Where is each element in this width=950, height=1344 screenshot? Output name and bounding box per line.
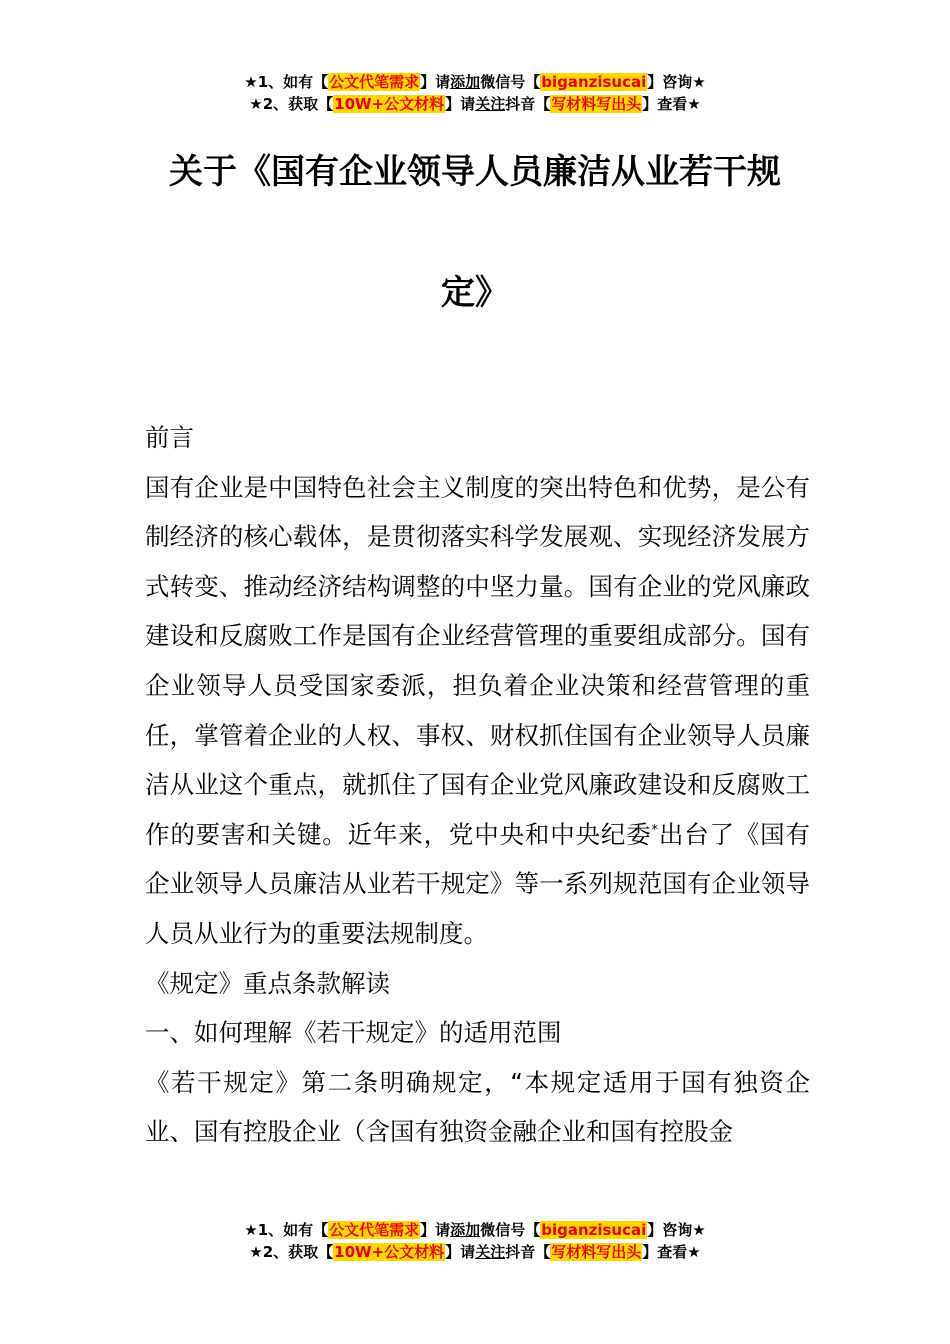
paragraph-text: 出台了《国有企业领导人员廉洁从业若干规定》等一系列规范国有企业领导人员从业行为的重要法规制度。 [145, 819, 811, 948]
subsection-heading: 一、如何理解《若干规定》的适用范围 [145, 1018, 562, 1048]
star-icon: ★ [249, 1243, 263, 1261]
banner-line-2 [0, 93, 950, 115]
banner-text: 】咨询 [647, 1221, 693, 1239]
star-icon: ★ [692, 1221, 706, 1239]
banner-text: 】查看 [642, 1243, 688, 1261]
document-title-line-1: 关于《国有企业领导人员廉洁从业若干规 [169, 152, 781, 192]
document-body [145, 413, 810, 1157]
banner-highlight: 写材料写出头 [551, 95, 642, 113]
banner-text: 1、如有【 [257, 1221, 329, 1239]
section-heading: 《规定》重点条款解读 [145, 968, 390, 998]
star-icon: ★ [692, 73, 706, 91]
banner-highlight: 10W+公文材料 [334, 95, 445, 113]
paragraph-text: 国有企业是中国特色社会主义制度的突出特色和优势，是公有制经济的核心载体，是贯彻落实科学发展观、实现经济发展方式转变、推动经济结构调整的中坚力量。国有企业的党风廉政建设和反腐败工作是国有企业经营管理的重要组成部分。国有企业领导人员受国家委派，担负着企业决策和经营管理的重任，掌管着企业的人权、事权、财权抓住国有企业领导人员廉洁从业这个重点，就抓住了国有企业党风廉政建设和反腐败工作的要害和关键。近年来，党中央和中央纪委 [145, 472, 810, 849]
banner-text: 2、获取【 [262, 95, 334, 113]
banner-underlined-text: 添加 [450, 1221, 481, 1239]
footnote-mark: * [651, 822, 659, 838]
banner-line-1 [0, 71, 950, 93]
preface-paragraph [145, 463, 810, 959]
banner-text: 微信号【 [480, 73, 541, 91]
preface-heading: 前言 [145, 423, 194, 452]
header-banner [0, 71, 950, 115]
banner-text: 】查看 [642, 95, 688, 113]
star-icon: ★ [687, 1243, 701, 1261]
banner-text: 】请 [445, 1243, 476, 1261]
body-paragraph: 《若干规定》第二条明确规定，“本规定适用于国有独资企业、国有控股企业（含国有独资金融企业和国有控股金 [145, 1067, 810, 1147]
banner-text: 】请 [445, 95, 476, 113]
document-title-line-2: 定》 [441, 273, 509, 313]
banner-highlight: 写材料写出头 [551, 1243, 642, 1261]
banner-text: 】请 [420, 73, 451, 91]
banner-highlight: 10W+公文材料 [334, 1243, 445, 1261]
banner-text: 1、如有【 [257, 73, 329, 91]
star-icon: ★ [244, 1221, 258, 1239]
banner-text: 】咨询 [647, 73, 693, 91]
banner-text: 】请 [420, 1221, 451, 1239]
footer-banner [0, 1219, 950, 1263]
banner-line-1 [0, 1219, 950, 1241]
star-icon: ★ [244, 73, 258, 91]
banner-text: 抖音【 [505, 1243, 551, 1261]
banner-text: 抖音【 [505, 95, 551, 113]
banner-highlight: 公文代笔需求 [329, 1221, 420, 1239]
banner-highlight: 公文代笔需求 [329, 73, 420, 91]
banner-line-2 [0, 1241, 950, 1263]
banner-underlined-text: 关注 [475, 95, 506, 113]
banner-underlined-text: 关注 [475, 1243, 506, 1261]
banner-underlined-text: 添加 [450, 73, 481, 91]
star-icon: ★ [249, 95, 263, 113]
banner-highlight: biganzisucai [541, 1221, 647, 1239]
star-icon: ★ [687, 95, 701, 113]
banner-text: 微信号【 [480, 1221, 541, 1239]
banner-highlight: biganzisucai [541, 73, 647, 91]
banner-text: 2、获取【 [262, 1243, 334, 1261]
